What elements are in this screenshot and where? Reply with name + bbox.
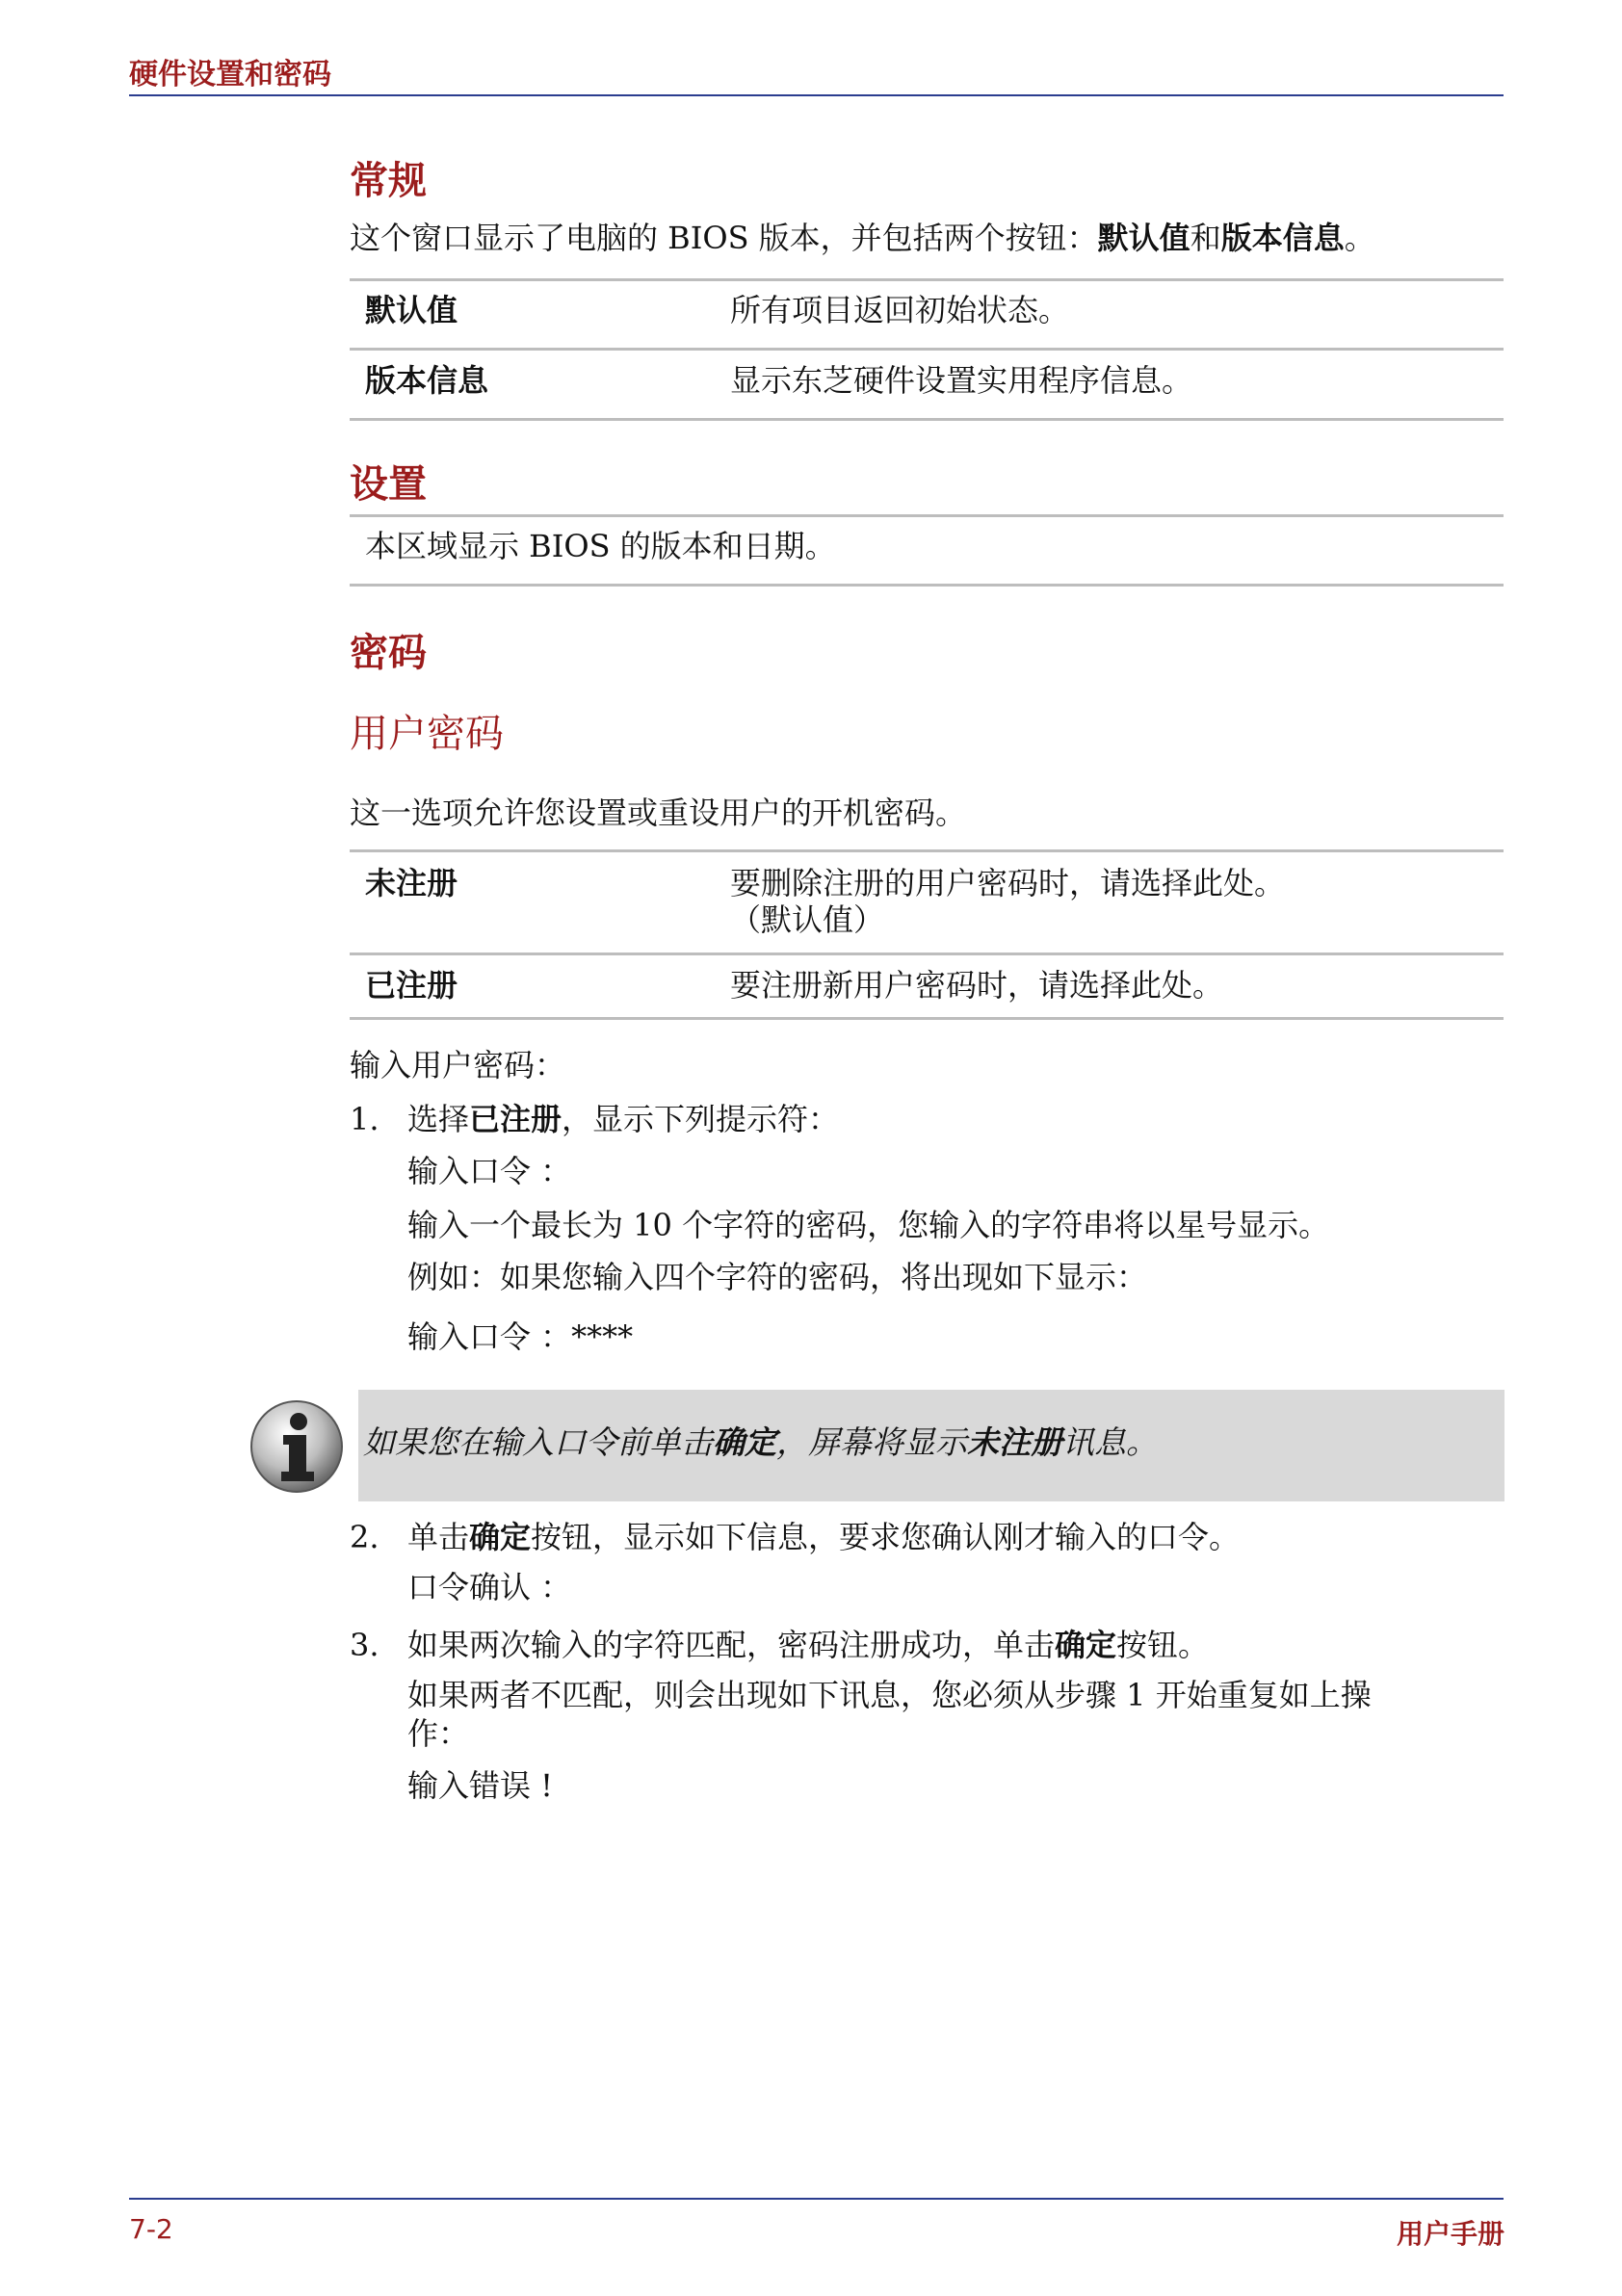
table-rule: [350, 1017, 1504, 1020]
prompt-text: 口令确认 ：: [407, 1569, 572, 1605]
step-text: 如果两次输入的字符匹配，密码注册成功，单击确定按钮。: [407, 1627, 1210, 1663]
table-term: 默认值: [365, 292, 458, 328]
header-rule: [129, 94, 1504, 96]
info-icon: [249, 1398, 345, 1495]
step-text: 输入一个最长为 10 个字符的密码，您输入的字符串将以星号显示。: [407, 1207, 1330, 1243]
section-heading-general: 常规: [350, 159, 427, 203]
footer-title: 用户手册: [1396, 2218, 1504, 2250]
section-heading-password: 密码: [350, 631, 427, 675]
footer-page-number: 7-2: [129, 2213, 173, 2245]
table-term: 未注册: [365, 865, 458, 901]
table-term: 已注册: [365, 967, 458, 1004]
table-desc: 要删除注册的用户密码时，请选择此处。: [730, 865, 1286, 901]
step-text: 单击确定按钮，显示如下信息，要求您确认刚才输入的口令。: [407, 1519, 1241, 1555]
table-desc: 显示东芝硬件设置实用程序信息。: [730, 362, 1193, 399]
table-desc: 要注册新用户密码时，请选择此处。: [730, 967, 1224, 1004]
table-term: 版本信息: [365, 362, 489, 399]
password-intro: 这一选项允许您设置或重设用户的开机密码。: [350, 795, 967, 831]
table-rule: [350, 418, 1504, 421]
error-text: 输入错误 !: [407, 1767, 554, 1804]
prompt-text: 输入口令 ：: [407, 1153, 572, 1189]
setup-text: 本区域显示 BIOS 的版本和日期。: [365, 528, 836, 564]
step-number: 1.: [350, 1101, 379, 1137]
general-intro: 这个窗口显示了电脑的 BIOS 版本，并包括两个按钮：默认值和版本信息。: [350, 220, 1375, 256]
table-desc: （默认值）: [730, 901, 885, 938]
enter-label: 输入用户密码：: [350, 1047, 566, 1083]
table-rule: [350, 278, 1504, 281]
table-rule: [350, 514, 1504, 517]
note-text: 如果您在输入口令前单击确定，屏幕将显示未注册讯息。: [363, 1423, 1158, 1461]
table-desc: 所有项目返回初始状态。: [730, 292, 1070, 328]
step-number: 3.: [350, 1627, 379, 1663]
step-number: 2.: [350, 1519, 379, 1555]
section-heading-setup: 设置: [350, 462, 427, 507]
table-rule: [350, 348, 1504, 351]
prompt-text: 输入口令 ：****: [407, 1318, 634, 1355]
page-header-title: 硬件设置和密码: [129, 58, 331, 91]
table-rule: [350, 952, 1504, 955]
table-rule: [350, 584, 1504, 587]
footer-rule: [129, 2198, 1504, 2200]
table-rule: [350, 849, 1504, 852]
step-text: 作：: [407, 1715, 470, 1752]
step-text: 例如：如果您输入四个字符的密码，将出现如下显示：: [407, 1259, 1148, 1295]
step-text: 如果两者不匹配，则会出现如下讯息，您必须从步骤 1 开始重复如上操: [407, 1677, 1372, 1713]
subheading-user-password: 用户密码: [350, 712, 504, 756]
step-text: 选择已注册，显示下列提示符：: [407, 1101, 840, 1137]
